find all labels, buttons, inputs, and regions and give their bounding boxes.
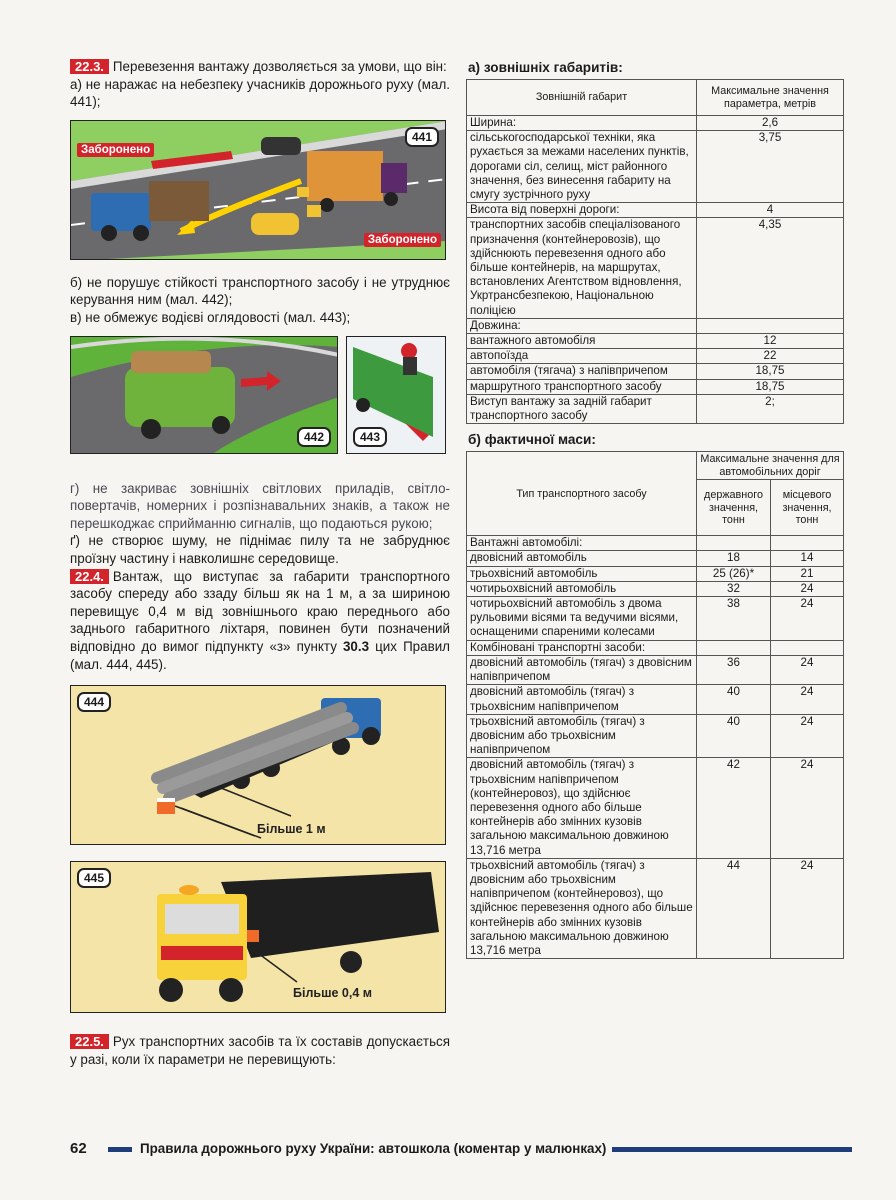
- state-road-mass: 44: [697, 858, 771, 958]
- vehicle-type: Вантажні автомобілі:: [467, 536, 697, 551]
- item-a: а) не наражає на небезпеку учасників дорожнього руху (мал. 441);: [70, 76, 450, 110]
- table-row: [467, 218, 844, 318]
- dimension-label: Виступ вантажу за задній габарит транспортного засобу: [467, 394, 697, 423]
- table-row: [467, 581, 844, 596]
- state-road-mass: 38: [697, 597, 771, 641]
- item-b: б) не порушує стійкості транспортного засобу і не утруднює керування ним (мал. 442);: [70, 274, 450, 308]
- book-title: Правила дорожнього руху України: автошкола (коментар у малюнках): [140, 1141, 607, 1156]
- local-road-mass: 24: [771, 714, 844, 758]
- dims-col-header: Зовнішній габарит: [467, 80, 697, 116]
- forbidden-label: Заборонено: [364, 233, 441, 247]
- dimension-value: 18,75: [697, 379, 844, 394]
- dimension-value: 12: [697, 334, 844, 349]
- local-road-mass: 24: [771, 581, 844, 596]
- dimensions-body: [467, 116, 844, 424]
- dimensions-title: а) зовнішніх габаритів:: [468, 60, 623, 75]
- vehicle-type: Комбіновані транспортні засоби:: [467, 640, 697, 655]
- vehicle-type: двовісний автомобіль (тягач) з трьохвісним напівпричепом (контейнеровоз), що здійснює перевезення одного або більше контейнерів або змінних кузовів загальною максимальною довжиною 13,716 метра: [467, 758, 697, 858]
- figures-442-443: [70, 336, 450, 454]
- dimension-label: автомобіля (тягача) з напівпричепом: [467, 364, 697, 379]
- section-22-4: [70, 568, 450, 674]
- item-g: г) не закриває зовнішніх світлових приладів, світлоповертачів, номерних і розпізнавальних знаків, а також не перешкоджає сприйманню сигналів, що подаються рукою;: [70, 480, 450, 531]
- table-group-row: [467, 640, 844, 655]
- dimension-value: 4,35: [697, 218, 844, 318]
- dimension-value: 4: [697, 203, 844, 218]
- table-row: [467, 655, 844, 684]
- vehicle-type: чотирьохвісний автомобіль: [467, 581, 697, 596]
- mass-body: [467, 536, 844, 959]
- dimension-label: вантажного автомобіля: [467, 334, 697, 349]
- table-header-row: [467, 452, 844, 480]
- table-row: [467, 203, 844, 218]
- state-road-mass: [697, 536, 771, 551]
- table-row: [467, 566, 844, 581]
- vehicle-type: трьохвісний автомобіль (тягач) з двовісним або трьохвісним напівпричепом: [467, 714, 697, 758]
- figure-number: 445: [77, 868, 111, 888]
- figure-number: 443: [353, 427, 387, 447]
- page-footer: [70, 1140, 850, 1160]
- table-row: [467, 758, 844, 858]
- mass-state-header: державного значення, тонн: [697, 480, 771, 536]
- local-road-mass: 24: [771, 597, 844, 641]
- vehicle-type: двовісний автомобіль (тягач) з двовісним напівпричепом: [467, 655, 697, 684]
- figure-441: [70, 120, 446, 260]
- table-row: [467, 379, 844, 394]
- dimension-label: Довжина:: [467, 318, 697, 333]
- section-number: 22.3.: [70, 59, 109, 74]
- figure-445-illustration: [71, 862, 446, 1013]
- vehicle-type: двовісний автомобіль (тягач) з трьохвісним напівпричепом: [467, 685, 697, 714]
- mass-group-header: Максимальне значення для автомобільних доріг: [697, 452, 844, 480]
- dimension-value: 2;: [697, 394, 844, 423]
- state-road-mass: 36: [697, 655, 771, 684]
- mass-local-header: місцевого значення, тонн: [771, 480, 844, 536]
- dimension-value: 22: [697, 349, 844, 364]
- local-road-mass: [771, 536, 844, 551]
- table-row: [467, 349, 844, 364]
- state-road-mass: 40: [697, 685, 771, 714]
- vehicle-type: двовісний автомобіль: [467, 551, 697, 566]
- figure-445: [70, 861, 446, 1013]
- table-row: [467, 116, 844, 131]
- dimension-label: сільськогосподарської техніки, яка рухається за межами населених пунктів, дорогами сіл, селищ, міст районного значення, без винесення габариту на смугу зустрічного руху: [467, 131, 697, 203]
- section-text: Вантаж, що виступає за габарити транспортного засобу спереду або ззаду більш як на 1 м, а за шириною перевищує 0,4 м від зовнішнього краю переднього або заднього габаритного ліхтаря, повинен бути позначений відповідно до вимог підпункту «з» пункту: [70, 568, 450, 654]
- dimension-label: маршрутного транспортного засобу: [467, 379, 697, 394]
- mass-type-header: Тип транспортного засобу: [467, 452, 697, 536]
- local-road-mass: 24: [771, 655, 844, 684]
- item-g2: ґ) не створює шуму, не піднімає пилу та не забруднює проїзну частину і навколишнє середовище.: [70, 533, 450, 566]
- right-column: [466, 60, 844, 959]
- figure-443: [346, 336, 446, 454]
- table-row: [467, 597, 844, 641]
- figure-number: 441: [405, 127, 439, 147]
- figure-number: 444: [77, 692, 111, 712]
- forbidden-label: Заборонено: [77, 143, 154, 157]
- footer-bar-decoration: [612, 1147, 852, 1152]
- vehicle-type: чотирьохвісний автомобіль з двома рульовими вісями та ведучими вісями, оснащеними спареними колесами: [467, 597, 697, 641]
- table-row: [467, 364, 844, 379]
- local-road-mass: 14: [771, 551, 844, 566]
- table-group-row: [467, 536, 844, 551]
- vehicle-type: трьохвісний автомобіль: [467, 566, 697, 581]
- local-road-mass: [771, 640, 844, 655]
- table-row: [467, 551, 844, 566]
- section-text-end: цих Правил (мал. 444, 445).: [70, 638, 450, 672]
- left-column: [70, 58, 450, 1068]
- dimension-label: Ширина:: [467, 116, 697, 131]
- state-road-mass: [697, 640, 771, 655]
- local-road-mass: 24: [771, 758, 844, 858]
- section-22-3: [70, 58, 450, 76]
- table-row: [467, 131, 844, 203]
- section-text: Рух транспортних засобів та їх составів допускається у разі, коли їх параметри не перевищують:: [70, 1034, 450, 1067]
- rule-reference: 30.3: [342, 638, 370, 654]
- section-text: Перевезення вантажу дозволяється за умови, що він:: [112, 59, 447, 74]
- state-road-mass: 40: [697, 714, 771, 758]
- section-22-5: [70, 1033, 450, 1068]
- local-road-mass: 21: [771, 566, 844, 581]
- item-v: в) не обмежує водієві оглядовості (мал. 443);: [70, 309, 351, 325]
- table-row: [467, 714, 844, 758]
- footer-bar-decoration: [108, 1147, 132, 1152]
- dimension-value: 2,6: [697, 116, 844, 131]
- dimension-value: [697, 318, 844, 333]
- state-road-mass: 42: [697, 758, 771, 858]
- state-road-mass: 18: [697, 551, 771, 566]
- figure-442: [70, 336, 338, 454]
- figure-444: [70, 685, 446, 845]
- dimension-label: Висота від поверхні дороги:: [467, 203, 697, 218]
- section-number: 22.5.: [70, 1034, 109, 1049]
- mass-title: б) фактичної маси:: [468, 432, 596, 448]
- table-row: [467, 394, 844, 423]
- section-number: 22.4.: [70, 569, 109, 584]
- dimension-value: 3,75: [697, 131, 844, 203]
- table-row: [467, 334, 844, 349]
- vehicle-type: трьохвісний автомобіль (тягач) з двовісним або трьохвісним напівпричепом (контейнеровоз), що здійснює перевезення одного або більше контейнерів або змінних кузовів загальною максимальною довжиною 13,716 метра: [467, 858, 697, 958]
- page-number: 62: [70, 1140, 87, 1157]
- dims-value-header: Максимальне значення параметра, метрів: [697, 80, 844, 116]
- table-header-row: [467, 80, 844, 116]
- dimensions-table: [466, 79, 844, 424]
- figure-number: 442: [297, 427, 331, 447]
- distance-label: Більше 1 м: [257, 822, 326, 837]
- table-row: [467, 318, 844, 333]
- local-road-mass: 24: [771, 685, 844, 714]
- local-road-mass: 24: [771, 858, 844, 958]
- table-row: [467, 858, 844, 958]
- dimension-label: автопоїзда: [467, 349, 697, 364]
- state-road-mass: 25 (26)*: [697, 566, 771, 581]
- dimension-value: 18,75: [697, 364, 844, 379]
- dimension-label: транспортних засобів спеціалізованого призначення (контейнеровозів), що здійснюють перевезення одного або більше контейнерів, на маршрутах, встановлених Агентством відновлення, Укртрансбезпекою, Національною поліцією: [467, 218, 697, 318]
- mass-table: [466, 451, 844, 959]
- state-road-mass: 32: [697, 581, 771, 596]
- distance-label: Більше 0,4 м: [293, 986, 373, 1001]
- table-row: [467, 685, 844, 714]
